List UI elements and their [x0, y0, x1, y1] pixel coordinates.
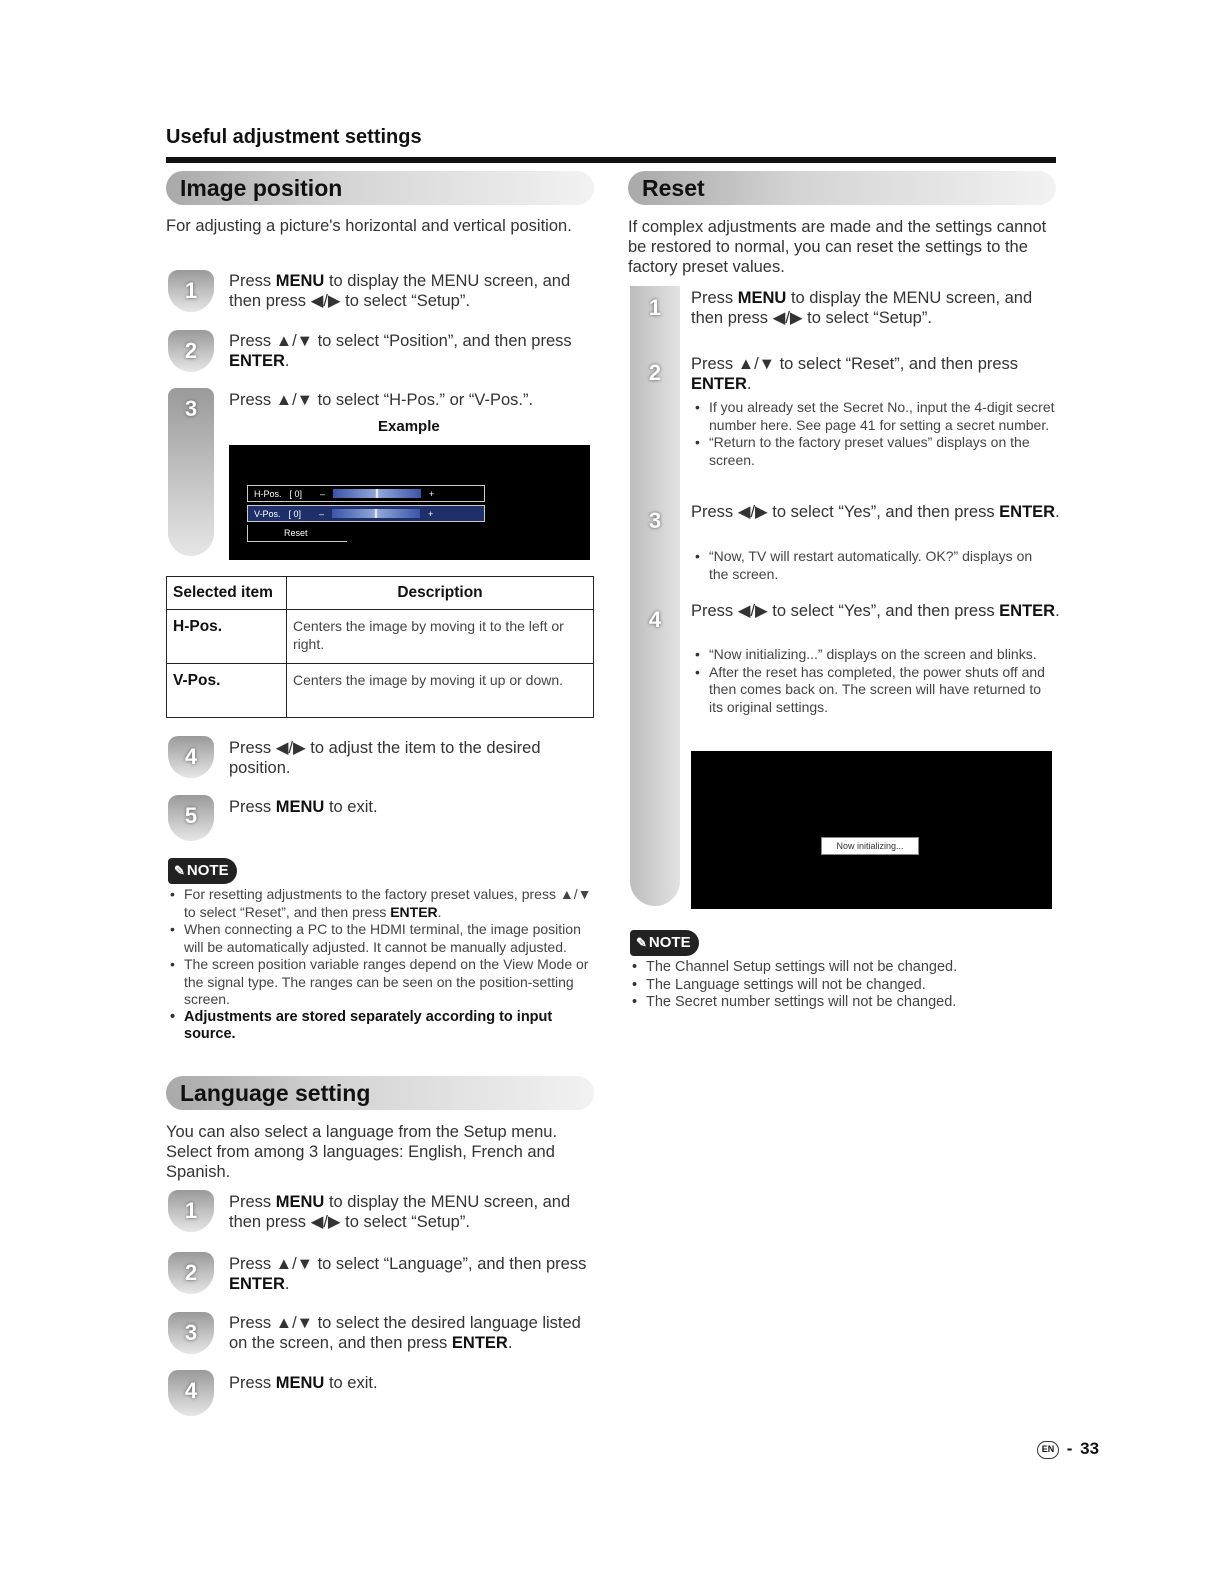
step-keyword: ENTER	[229, 352, 285, 370]
step-keyword: MENU	[275, 1374, 325, 1392]
table-cell-item: H-Pos.	[167, 610, 287, 664]
table-header-row	[167, 577, 594, 610]
step-bullet: • “Return to the factory preset values” displays on the screen.	[691, 434, 1055, 469]
step-keyword: ENTER	[999, 602, 1056, 620]
step-number: 1	[184, 278, 198, 303]
step-text-part: .	[507, 1334, 513, 1352]
step-text	[229, 271, 599, 311]
step-number: 1	[648, 295, 662, 320]
example-label: Example	[378, 418, 440, 435]
step-text-part: to display the MENU screen, and then press ◀/▶ to select “Setup”.	[229, 272, 571, 310]
step-badge	[168, 1190, 214, 1232]
step-text-part: .	[746, 375, 752, 393]
step-text: Press ◀/▶ to adjust the item to the desired position.	[229, 739, 541, 777]
osd-hpos-slider	[333, 489, 421, 498]
note-item: • The Secret number settings will not be changed.	[628, 994, 1048, 1012]
step-text	[691, 601, 1061, 621]
step-badge	[168, 736, 214, 778]
initializing-message: Now initializing...	[821, 837, 919, 855]
step-text-part: Press ◀/▶ to select “Yes”, and then press	[691, 602, 1000, 620]
step-text-part: Press	[229, 798, 276, 816]
osd-plus: +	[429, 488, 435, 499]
reset-intro: If complex adjustments are made and the settings cannot be restored to normal, you can reset the settings to the factory preset values.	[628, 218, 1047, 276]
step-badge	[168, 1370, 214, 1416]
step-text-part: Press ▲/▼ to select “Language”, and then press	[229, 1255, 587, 1273]
language-intro: You can also select a language from the Setup menu. Select from among 3 languages: English, French and Spanish.	[166, 1123, 558, 1181]
image-position-intro: For adjusting a picture's horizontal and vertical position.	[166, 217, 572, 235]
step-bullet: • If you already set the Secret No., input the 4-digit secret number here. See page 41 for setting a secret number.	[691, 399, 1055, 434]
osd-vpos-slider	[332, 509, 420, 518]
osd-hpos-row	[247, 485, 485, 502]
step-text-part: .	[1055, 503, 1060, 521]
step-number: 3	[184, 1320, 198, 1345]
description-table	[166, 576, 594, 718]
image-position-band	[166, 171, 594, 205]
step-number: 4	[184, 744, 198, 769]
step-number: 4	[184, 1378, 198, 1403]
section-header: Useful adjustment settings	[166, 126, 422, 148]
osd-vpos-label: V-Pos.	[254, 508, 281, 519]
step-text-part: Press ◀/▶ to select “Yes”, and then press	[691, 503, 1000, 521]
step-bullets	[691, 646, 1057, 716]
step-text	[229, 331, 599, 371]
step-badge	[168, 1252, 214, 1294]
step-keyword: ENTER	[451, 1334, 508, 1352]
step-text-part: Press ▲/▼ to select the desired language listed on the screen, and then press	[229, 1314, 581, 1352]
step-badge	[168, 330, 214, 372]
step-text-part: Press	[229, 1193, 276, 1211]
step-keyword: MENU	[275, 1193, 325, 1211]
note-label: NOTE	[648, 934, 691, 951]
table-header: Description	[287, 577, 594, 610]
step-text	[691, 354, 1061, 394]
step-number: 1	[184, 1198, 198, 1223]
step-text-part: Press	[691, 289, 738, 307]
step-text-part: .	[1055, 602, 1060, 620]
step-number: 4	[648, 607, 662, 632]
table-row	[167, 664, 594, 718]
osd-plus: +	[428, 508, 434, 519]
language-code-badge: EN	[1037, 1441, 1059, 1459]
osd-hpos-value: [ 0]	[289, 488, 303, 499]
step-text	[229, 1254, 599, 1294]
step-number: 2	[648, 360, 662, 385]
step-text-part: to display the MENU screen, and then press ◀/▶ to select “Setup”.	[229, 1193, 571, 1231]
table-header: Selected item	[167, 577, 287, 610]
step-text	[691, 288, 1061, 328]
step-text	[691, 502, 1061, 522]
step-keyword: MENU	[275, 272, 325, 290]
page-number: 33	[1080, 1439, 1100, 1458]
pencil-icon: ✎	[636, 935, 647, 950]
table-cell-description: Centers the image by moving it up or down.	[287, 664, 594, 718]
step-text	[229, 797, 599, 817]
step-text-part: Press ▲/▼ to select “Reset”, and then press	[691, 355, 1019, 373]
image-position-title: Image position	[180, 175, 343, 201]
step-number: 2	[184, 1260, 198, 1285]
note-badge	[630, 930, 699, 956]
note-label: NOTE	[186, 862, 229, 879]
note-text: .	[437, 903, 442, 920]
osd-hpos-label: H-Pos.	[254, 488, 282, 499]
step-text-part: .	[284, 1275, 290, 1293]
osd-minus: –	[319, 508, 325, 519]
step-text	[229, 1373, 599, 1393]
step-bullets	[691, 399, 1055, 469]
language-title: Language setting	[180, 1080, 371, 1106]
reset-example-screen	[691, 751, 1052, 909]
osd-minus: –	[320, 488, 326, 499]
note-item: • When connecting a PC to the HDMI terminal, the image position will be automatically adjusted. It cannot be manually adjusted.	[166, 921, 598, 956]
reset-title: Reset	[642, 175, 705, 201]
step-text-part: to display the MENU screen, and then press ◀/▶ to select “Setup”.	[691, 289, 1033, 327]
step-number: 3	[184, 396, 198, 421]
step-badge	[168, 270, 214, 312]
step-number: 3	[648, 508, 662, 533]
step-keyword: ENTER	[229, 1275, 285, 1293]
step-keyword: MENU	[737, 289, 787, 307]
note-list	[628, 959, 1048, 1012]
note-item: • The Channel Setup settings will not be changed.	[628, 959, 1048, 977]
note-item	[166, 886, 598, 921]
page-separator: -	[1066, 1439, 1073, 1458]
step-keyword: ENTER	[999, 503, 1056, 521]
page-number-footer	[1037, 1439, 1099, 1459]
step-text-part: to exit.	[324, 798, 378, 816]
step-number: 5	[184, 803, 198, 828]
step-text-part: .	[284, 352, 290, 370]
language-band	[166, 1076, 594, 1110]
table-cell-item: V-Pos.	[167, 664, 287, 718]
note-item: • Adjustments are stored separately according to input source.	[166, 1009, 598, 1044]
step-keyword: MENU	[275, 798, 325, 816]
pencil-icon: ✎	[174, 863, 185, 878]
table-cell-description: Centers the image by moving it to the left or right.	[287, 610, 594, 664]
step-text	[229, 1313, 599, 1353]
note-item: • The Language settings will not be changed.	[628, 977, 1048, 995]
step-bullet: • “Now initializing...” displays on the screen and blinks.	[691, 646, 1057, 664]
step-keyword: ENTER	[691, 375, 747, 393]
step-text-part: Press	[229, 1374, 276, 1392]
step-text-part: Press ▲/▼ to select “Position”, and then press	[229, 332, 572, 350]
step-bullet: • “Now, TV will restart automatically. OK?” displays on the screen.	[691, 548, 1055, 583]
step-badge	[168, 388, 214, 556]
header-rule	[166, 157, 1056, 163]
step-text-part: to exit.	[324, 1374, 378, 1392]
step-text-part: Press	[229, 272, 276, 290]
note-item: • The screen position variable ranges depend on the View Mode or the signal type. The ranges can be seen on the position-setting screen.	[166, 956, 598, 1009]
note-text: For resetting adjustments to the factory preset values, press ▲/▼ to select “Reset”, and then press	[184, 886, 592, 920]
osd-reset-row: Reset	[247, 525, 347, 542]
note-badge	[168, 858, 237, 884]
osd-vpos-row	[247, 505, 485, 522]
step-number: 2	[184, 338, 198, 363]
step-text: Press ▲/▼ to select “H-Pos.” or “V-Pos.”.	[229, 391, 534, 409]
step-badge	[168, 1312, 214, 1354]
table-row	[167, 610, 594, 664]
osd-vpos-value: [ 0]	[288, 508, 302, 519]
note-keyword: ENTER	[390, 903, 438, 920]
step-text	[229, 1192, 599, 1232]
step-bullet: • After the reset has completed, the power shuts off and then comes back on. The screen will have returned to its original settings.	[691, 664, 1057, 717]
reset-band	[628, 171, 1056, 205]
step-badge	[168, 795, 214, 841]
osd-example-screen	[229, 445, 590, 560]
step-bullets	[691, 548, 1055, 583]
note-list	[166, 886, 598, 1044]
